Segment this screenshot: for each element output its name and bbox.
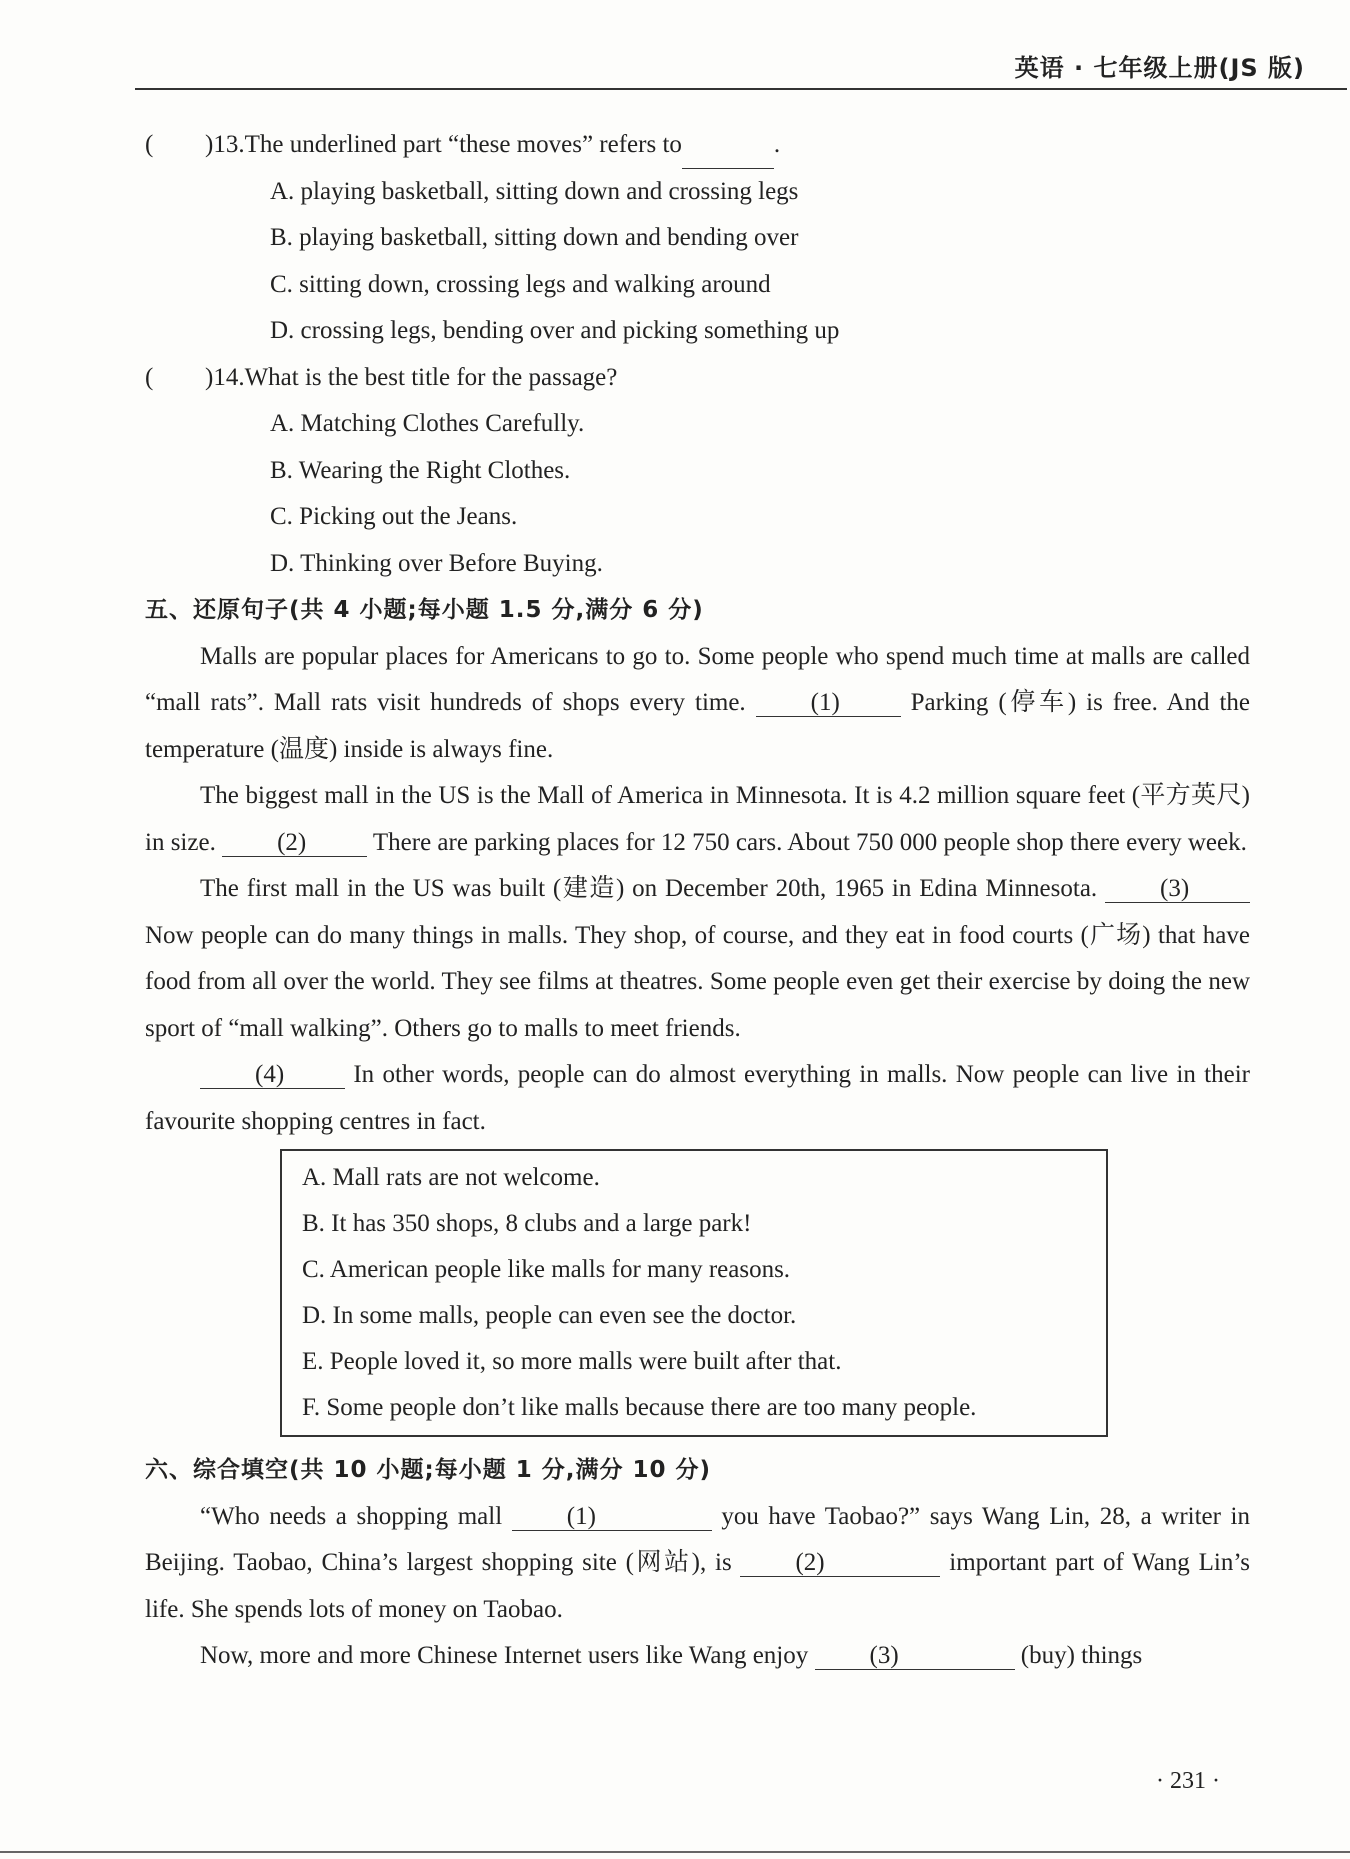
answer-blank-2: (2) <box>222 830 367 857</box>
option-d: D. crossing legs, bending over and picking something up <box>270 317 840 344</box>
section-5-title: 五、还原句子(共 4 小题;每小题 1.5 分,满分 6 分) <box>145 597 704 623</box>
answer-blank-3: (3) <box>1105 876 1250 903</box>
answer-paren: ( <box>145 363 154 391</box>
sentence-option-c: C. American people like malls for many reasons. <box>302 1256 791 1283</box>
header-divider <box>135 88 1347 90</box>
paragraph-text: There are parking places for 12 750 cars. About 750 000 people shop there every week. <box>367 828 1247 856</box>
sentence-option-d: D. In some malls, people can even see the doctor. <box>302 1302 797 1329</box>
question-stem: What is the best title for the passage? <box>244 363 618 391</box>
question-14 <box>145 355 1250 402</box>
option-d: D. Thinking over Before Buying. <box>270 549 603 577</box>
question-number: )14. <box>205 363 245 391</box>
paragraph-text: Malls are popular places for Americans to go to. Some people who spend much time at malls are called “mall rats”. Mall rats visit hundreds of shops every time. <box>145 642 1250 716</box>
sentence-option-b: B. It has 350 shops, 8 clubs and a large park! <box>302 1210 752 1237</box>
answer-blank-1: (1) <box>756 690 901 717</box>
passage-paragraph-1 <box>145 634 1250 774</box>
option-b: B. playing basketball, sitting down and bending over <box>270 224 799 251</box>
paragraph-text: The first mall in the US was built (建造) on December 20th, 1965 in Edina Minnesota. <box>200 875 1105 902</box>
paragraph-text: Now, more and more Chinese Internet users like Wang enjoy <box>200 1642 815 1669</box>
bottom-divider <box>0 1851 1350 1853</box>
option-a: A. playing basketball, sitting down and crossing legs <box>270 177 799 205</box>
answer-paren: ( <box>145 131 154 158</box>
question-stem: The underlined part “these moves” refers to <box>244 131 682 158</box>
question-stem-end: . <box>773 131 781 158</box>
book-title: 英语 · 七年级上册(JS 版) <box>1014 54 1305 82</box>
paragraph-text: The biggest mall in the US is the Mall of America in Minnesota. It is 4.2 million square feet (平方英尺) in size. <box>145 782 1250 856</box>
paragraph-text: Parking (停车) is free. And the temperature (温度) inside is always fine. <box>145 689 1251 763</box>
section-6-title: 六、综合填空(共 10 小题;每小题 1 分,满分 10 分) <box>145 1457 712 1483</box>
paragraph-text: In other words, people can do almost everything in malls. Now people can live in their favourite shopping centres in fact. <box>145 1061 1250 1135</box>
passage-paragraph-4 <box>145 1052 1250 1145</box>
sentence-option-e: E. People loved it, so more malls were built after that. <box>302 1348 842 1375</box>
option-a: A. Matching Clothes Carefully. <box>270 410 585 437</box>
page-header <box>0 0 1350 92</box>
passage-paragraph-3 <box>145 866 1250 1052</box>
option-c: C. sitting down, crossing legs and walking around <box>270 270 771 298</box>
question-13 <box>145 122 1250 169</box>
cloze-blank-2: (2) <box>740 1550 940 1577</box>
cloze-paragraph-1 <box>145 1494 1250 1634</box>
sentence-option-a: A. Mall rats are not welcome. <box>302 1164 600 1191</box>
answer-blank-4: (4) <box>200 1062 345 1089</box>
paragraph-text: important part of Wang Lin’s life. She spends lots of money on Taobao. <box>145 1549 1250 1623</box>
answer-blank <box>682 122 774 169</box>
question-number: )13. <box>205 131 245 158</box>
cloze-paragraph-2 <box>145 1633 1250 1680</box>
option-c: C. Picking out the Jeans. <box>270 503 518 530</box>
cloze-blank-3: (3) <box>815 1643 1015 1670</box>
passage-paragraph-2 <box>145 773 1250 866</box>
paragraph-text: “Who needs a shopping mall <box>200 1502 512 1530</box>
page-content <box>145 122 1250 1680</box>
paragraph-text: (buy) things <box>1014 1642 1143 1669</box>
sentence-option-f: F. Some people don’t like malls because there are too many people. <box>302 1394 977 1421</box>
paragraph-text: Now people can do many things in malls. They shop, of course, and they eat in food courts (广场) that have food from all over the world. They see films at theatres. Some people even get their exercise by doing the new sport of “mall walking”. Others go to malls to meet friends. <box>145 921 1250 1042</box>
option-b: B. Wearing the Right Clothes. <box>270 456 571 484</box>
paragraph-text: you have Taobao?” says Wang Lin, 28, a writer in Beijing. Taobao, China’s largest shopping site (网站), is <box>145 1502 1250 1576</box>
page-number: · 231 · <box>1156 1768 1220 1794</box>
cloze-blank-1: (1) <box>512 1504 712 1531</box>
sentence-options-box <box>280 1149 1108 1437</box>
